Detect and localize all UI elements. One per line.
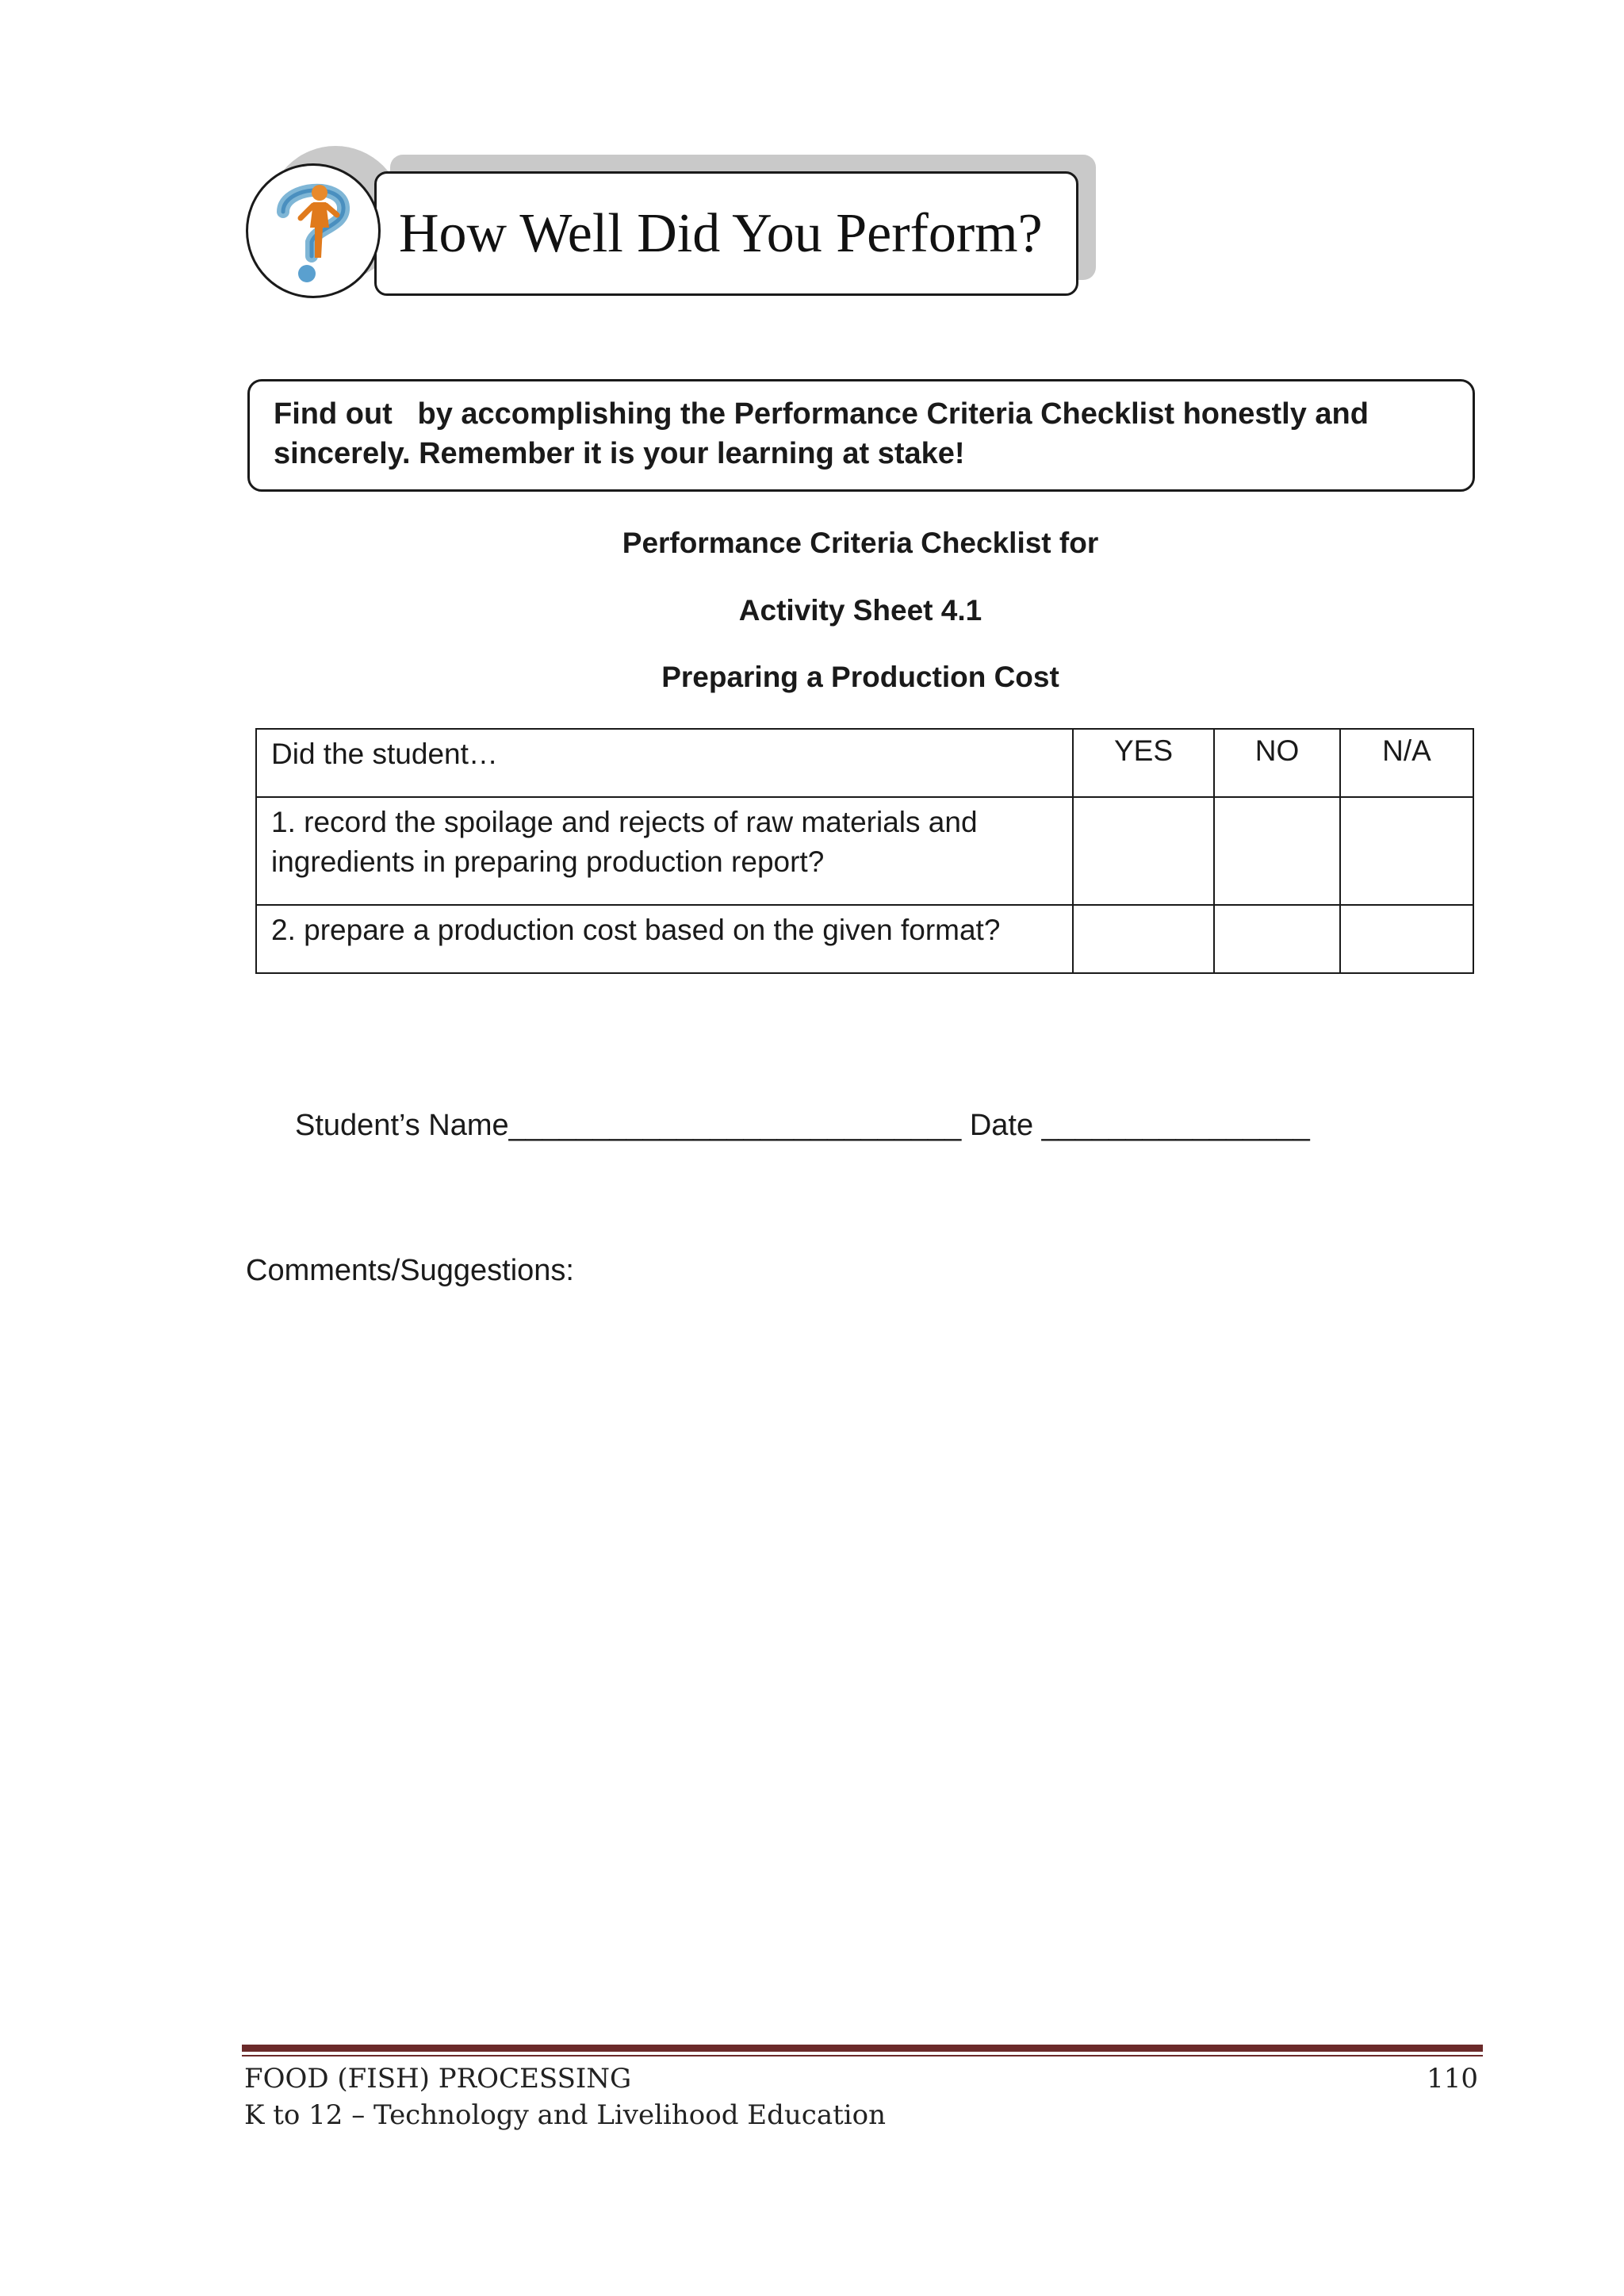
table-header-row bbox=[256, 729, 1473, 797]
footer-text bbox=[244, 2060, 886, 2133]
section-banner bbox=[374, 171, 1078, 296]
icon-badge bbox=[246, 163, 381, 298]
item-2-no-cell[interactable] bbox=[1214, 905, 1340, 973]
column-header-yes: YES bbox=[1073, 729, 1214, 797]
checklist-heading: Performance Criteria Checklist for bbox=[622, 527, 1099, 559]
column-header-no: NO bbox=[1214, 729, 1340, 797]
table-row bbox=[256, 905, 1473, 973]
column-header-na: N/A bbox=[1340, 729, 1473, 797]
item-1-no-cell[interactable] bbox=[1214, 797, 1340, 905]
comments-label: Comments/Suggestions: bbox=[246, 1254, 574, 1287]
checklist-item-2-line-1: 2. prepare a production cost based on the given format? bbox=[271, 914, 1001, 946]
instruction-line-1: Find out by accomplishing the Performance Criteria Checklist honestly and bbox=[274, 397, 1369, 431]
footer-rule-thin bbox=[242, 2055, 1483, 2056]
instruction-line-2: sincerely. Remember it is your learning at stake! bbox=[274, 437, 965, 470]
item-1-na-cell[interactable] bbox=[1340, 797, 1473, 905]
question-mark-figure-icon bbox=[266, 175, 361, 286]
student-name-date-line[interactable]: Student’s Name___________________________ Date ________________ bbox=[295, 1109, 1310, 1142]
checklist-item-2 bbox=[256, 905, 1073, 973]
activity-title-heading: Preparing a Production Cost bbox=[661, 661, 1059, 693]
checklist-item-1 bbox=[256, 797, 1073, 905]
activity-sheet-heading: Activity Sheet 4.1 bbox=[738, 594, 982, 627]
page-number: 110 bbox=[1427, 2063, 1478, 2095]
footer-subject: FOOD (FISH) PROCESSING bbox=[244, 2063, 632, 2095]
column-header-question: Did the student… bbox=[256, 729, 1073, 797]
table-row bbox=[256, 797, 1473, 905]
instruction-box bbox=[247, 379, 1475, 492]
footer-rule bbox=[242, 2045, 1483, 2052]
footer-program: K to 12 – Technology and Livelihood Education bbox=[244, 2099, 886, 2131]
checklist-item-1-line-2: ingredients in preparing production report? bbox=[271, 845, 825, 878]
checklist-item-1-line-1: 1. record the spoilage and rejects of raw materials and bbox=[271, 806, 978, 838]
item-2-yes-cell[interactable] bbox=[1073, 905, 1214, 973]
performance-checklist-table bbox=[255, 728, 1474, 974]
section-title: How Well Did You Perform? bbox=[399, 202, 1043, 264]
item-2-na-cell[interactable] bbox=[1340, 905, 1473, 973]
item-1-yes-cell[interactable] bbox=[1073, 797, 1214, 905]
